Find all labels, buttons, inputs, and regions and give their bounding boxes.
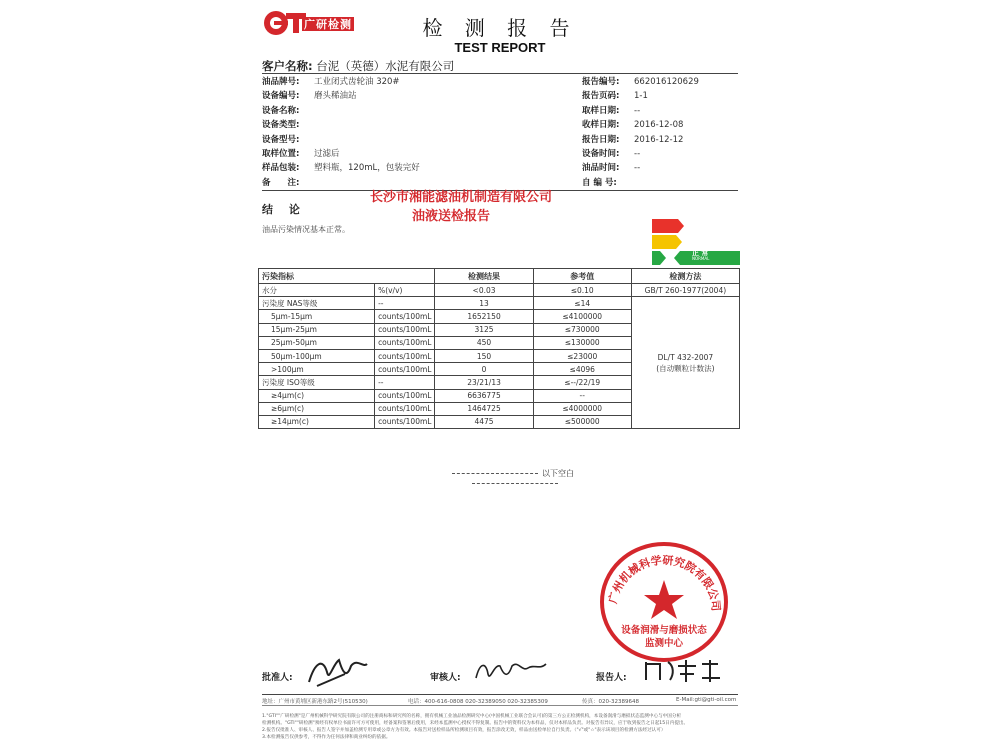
report-title-cn: 检 测 报 告 bbox=[422, 16, 578, 40]
approver-signature bbox=[305, 652, 375, 694]
footer-phone: 电话：400-616-0808 020-32389050 020-32385309 bbox=[408, 699, 548, 705]
table-row: ≥6μm(c) counts/100mL 1464725 ≤4000000 bbox=[259, 402, 740, 415]
footer-email: E-Mail:gti@gti-oil.com bbox=[676, 697, 737, 703]
field-self-number: 自 编 号: bbox=[582, 177, 617, 188]
seal-line-2: 监测中心 bbox=[644, 638, 683, 649]
overlay-company: 长沙市湘能滤油机制造有限公司 bbox=[370, 190, 553, 205]
client-value: 台泥（英德）水泥有限公司 bbox=[316, 59, 455, 73]
blank-below-marker bbox=[410, 468, 620, 488]
field-report-number: 报告编号: 662016120629 bbox=[582, 77, 699, 87]
conclusion-title: 结 论 bbox=[262, 203, 306, 216]
field-equipment-model: 设备型号: bbox=[262, 134, 300, 145]
table-row: ≥14μm(c) counts/100mL 4475 ≤500000 bbox=[259, 415, 740, 428]
approver-label: 批准人: bbox=[262, 673, 293, 683]
col-reference: 参考值 bbox=[533, 269, 631, 284]
table-row: 水分 %(v/v) <0.03 ≤0.10 GB/T 260-1977(2004) bbox=[259, 284, 740, 297]
reviewer-label: 审核人: bbox=[430, 673, 461, 683]
table-row: 25μm-50μm counts/100mL 450 ≤130000 bbox=[259, 336, 740, 349]
table-row: >100μm counts/100mL 0 ≤4096 bbox=[259, 363, 740, 376]
field-equipment-time: 设备时间: -- bbox=[582, 148, 641, 159]
table-header-row bbox=[259, 269, 740, 284]
field-oil-time: 油品时间: -- bbox=[582, 163, 641, 174]
sample-info-left bbox=[262, 75, 420, 190]
field-equipment-type: 设备类型: bbox=[262, 120, 300, 131]
footnote-item: 1."GTI""广研检测"是广州机械科学研究院有限公司的注册商标和研究所的名称，拥有机械工业油品检测研究中心(中国机械工业联合会认可)的第三方公正检测机构，本设备润滑与磨损状态监测中心与中国分析 bbox=[262, 714, 682, 719]
reviewer-signature bbox=[472, 656, 552, 690]
method-particle: DL/T 432-2007 (自动颗粒计数法) bbox=[631, 297, 739, 429]
field-remarks: 备 注: bbox=[262, 177, 300, 188]
col-indicator: 污染指标 bbox=[259, 269, 435, 284]
footnote-item: 检测机构。"GTI""研检测"须经有权单位书面许可方可使用，经备案和签署后使用，未经本监测中心授权不得复制。报告中的资料仅为本样品，仅对本样品负责。对报告有异议，应于收到报告之日起15日内提出。 bbox=[262, 721, 689, 726]
reporter-signature bbox=[640, 656, 724, 690]
blank-text: 以下空白 bbox=[542, 469, 574, 478]
reporter-label: 报告人: bbox=[596, 673, 627, 683]
footnote-item: 3.本检测报告仅供参考，不得作为任何法律和商业纠纷的依据。 bbox=[262, 735, 391, 740]
footer-fax: 传真：020-32389648 bbox=[582, 699, 639, 705]
status-sub: NORMAL bbox=[692, 256, 710, 261]
seal-line-1: 设备润滑与磨损状态 bbox=[621, 625, 707, 636]
status-indicator bbox=[652, 219, 744, 265]
table-row: 5μm-15μm counts/100mL 1652150 ≤4100000 bbox=[259, 310, 740, 323]
field-sampling-location: 取样位置: 过滤后 bbox=[262, 148, 340, 159]
table-row: 50μm-100μm counts/100mL 150 ≤23000 bbox=[259, 349, 740, 362]
logo-text: 广研检测 bbox=[304, 18, 352, 31]
footer-divider bbox=[262, 694, 738, 695]
header-divider bbox=[262, 73, 738, 74]
table-row: 污染度 NAS等级 -- 13 ≤14 DL/T 432-2007 (自动颗粒计数法) bbox=[259, 297, 740, 310]
footnote-item: 2.报告仅批准人、审核人、报告人签字并加盖检测专用章或公章方为有效。本报告对送检样品所检测项目有效，报告涂改无效，样品由送检单位自行负责。（"√"或"☆"表示该项目的检测方法经过认可） bbox=[262, 728, 666, 733]
col-result: 检测结果 bbox=[435, 269, 533, 284]
overlay-report-title: 油液送检报告 bbox=[412, 209, 491, 224]
field-report-page: 报告页码: 1-1 bbox=[582, 91, 648, 102]
table-row: 污染度 ISO等级 -- 23/21/13 ≤--/22/19 bbox=[259, 376, 740, 389]
field-receipt-date: 收样日期: 2016-12-08 bbox=[582, 120, 684, 131]
field-sample-package: 样品包装: 塑料瓶，120mL，包装完好 bbox=[262, 163, 420, 174]
official-seal bbox=[598, 540, 730, 664]
field-report-date: 报告日期: 2016-12-12 bbox=[582, 134, 684, 145]
conclusion-text: 油品污染情况基本正常。 bbox=[262, 225, 350, 234]
report-title-en: TEST REPORT bbox=[454, 40, 546, 55]
client-label: 客户名称: bbox=[262, 59, 313, 73]
client-name bbox=[262, 58, 454, 74]
table-row: ≥4μm(c) counts/100mL 6636775 -- bbox=[259, 389, 740, 402]
sample-info-right bbox=[582, 75, 699, 190]
table-row: 15μm-25μm counts/100mL 3125 ≤730000 bbox=[259, 323, 740, 336]
notes-divider bbox=[262, 705, 738, 706]
field-oil-brand: 油品牌号: 工业闭式齿轮油 320# bbox=[262, 77, 400, 87]
footnotes bbox=[262, 713, 738, 741]
seal-company: 广州机械科学研究院有限公司 bbox=[606, 553, 723, 612]
status-label: 正 常 bbox=[692, 249, 709, 257]
footer-address: 地址：广州市黄埔区新港东路2号(510530) bbox=[262, 699, 368, 705]
field-equipment-id: 设备编号: 磨头稀油站 bbox=[262, 91, 357, 102]
method-water: GB/T 260-1977(2004) bbox=[631, 284, 739, 297]
results-table bbox=[258, 268, 740, 429]
field-equipment-name: 设备名称: bbox=[262, 105, 300, 116]
field-sampling-date: 取样日期: -- bbox=[582, 105, 641, 116]
col-method: 检测方法 bbox=[631, 269, 739, 284]
